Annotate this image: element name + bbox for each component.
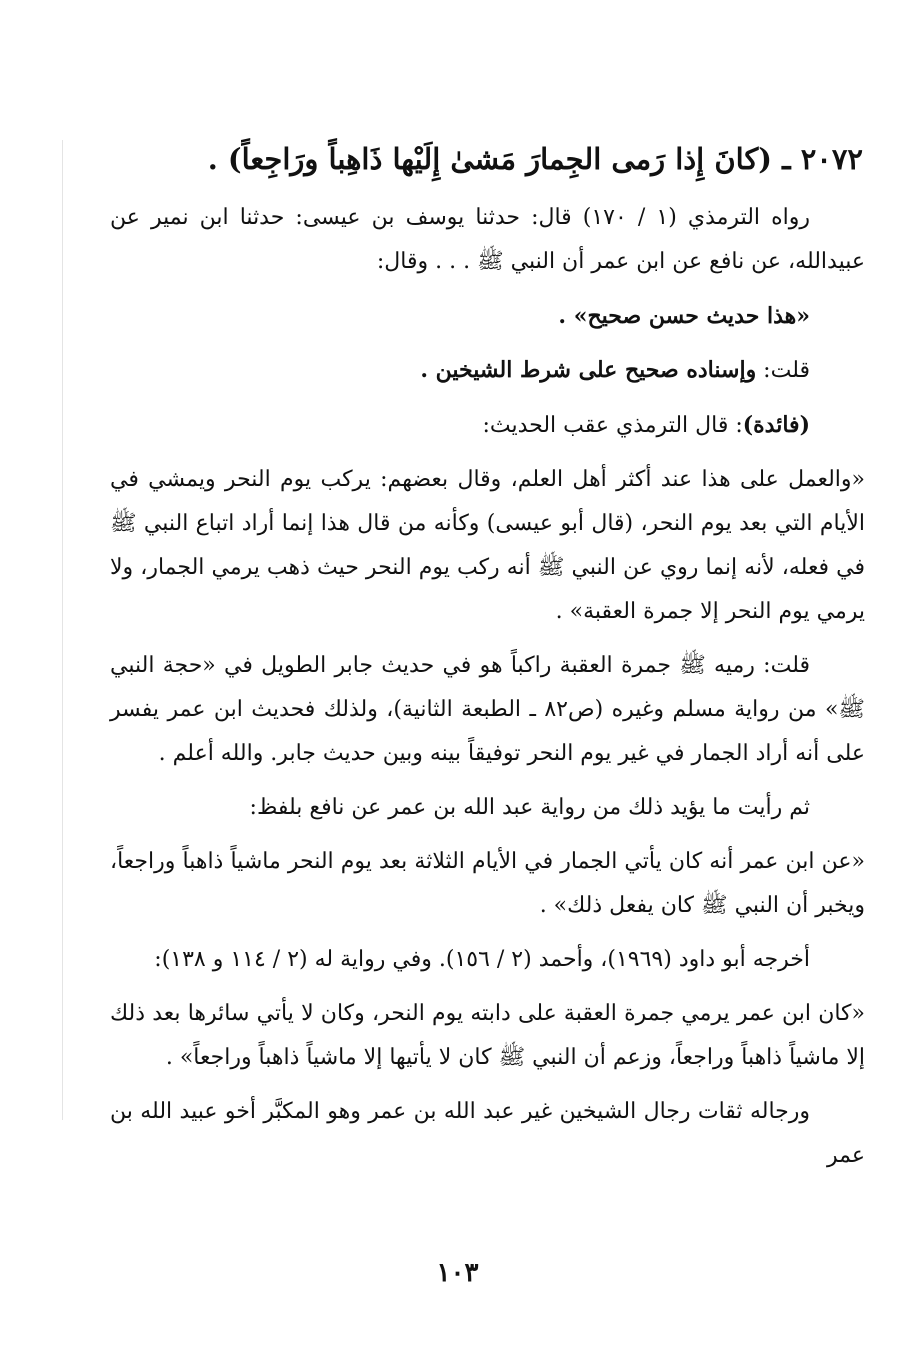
paragraph-author-comment: قلت: رميه ﷺ جمرة العقبة راكباً هو في حديث جابر الطويل في «حجة النبي ﷺ» من رواية مسلم وغيره (ص٨٢ ـ الطبعة الثانية)، ولذلك فحديث ابن عمر يفسر على أنه أراد الجمار في غير يوم النحر توفيقاً بينه وبين حديث جابر. والله أعلم . (110, 653, 865, 766)
benefit-text: : قال الترمذي عقب الحديث: (482, 413, 743, 438)
paragraph-narrators: ورجاله ثقات رجال الشيخين غير عبد الله بن عمر وهو المكبَّر أخو عبيد الله بن عمر (110, 1099, 865, 1168)
paragraph-benefit-intro (110, 403, 865, 448)
grade-prefix: قلت: (756, 358, 810, 383)
paragraph-takhrij: أخرجه أبو داود (١٩٦٩)، وأحمد (٢ / ١٥٦). وفي رواية له (٢ / ١١٤ و ١٣٨): (154, 947, 810, 972)
grade-text: وإسناده صحيح على شرط الشيخين . (420, 357, 757, 383)
paragraph-author-grade (110, 348, 865, 393)
paragraph-supporting-narration: ثم رأيت ما يؤيد ذلك من رواية عبد الله بن عمر عن نافع بلفظ: (249, 795, 810, 820)
document-page (110, 130, 865, 1188)
paragraph-source: رواه الترمذي (١ / ١٧٠) قال: حدثنا يوسف بن عيسى: حدثنا ابن نمير عن عبيدالله، عن نافع عن ابن عمر أن النبي ﷺ . . . وقال: (110, 205, 865, 274)
benefit-label: (فائدة) (742, 412, 810, 438)
hadith-heading: ٢٠٧٢ ـ (كانَ إِذا رَمى الجِمارَ مَشىٰ إِلَيْها ذَاهِباً ورَاجِعاً) . (207, 142, 863, 176)
margin-rule (62, 140, 63, 1120)
paragraph-tirmidhi-grade: «هذا حديث حسن صحيح» . (558, 303, 810, 329)
paragraph-tirmidhi-quote: «والعمل على هذا عند أكثر أهل العلم، وقال بعضهم: يركب يوم النحر ويمشي في الأيام التي بعد يوم النحر، (قال أبو عيسى) وكأنه من قال هذا إنما أراد اتباع النبي ﷺ في فعله، لأنه إنما روي عن النبي ﷺ أنه ركب يوم النحر حيث ذهب يرمي الجمار، ولا يرمي يوم النحر إلا جمرة العقبة» . (110, 467, 865, 624)
paragraph-ahmad-quote: «كان ابن عمر يرمي جمرة العقبة على دابته يوم النحر، وكان لا يأتي سائرها بعد ذلك إلا ماشياً ذاهباً وراجعاً، وزعم أن النبي ﷺ كان لا يأتيها إلا ماشياً ذاهباً وراجعاً» . (110, 1001, 865, 1070)
page-number: ١٠٣ (436, 1258, 479, 1288)
paragraph-ibn-umar-quote: «عن ابن عمر أنه كان يأتي الجمار في الأيام الثلاثة بعد يوم النحر ماشياً ذاهباً وراجعاً، ويخبر أن النبي ﷺ كان يفعل ذلك» . (110, 849, 865, 918)
